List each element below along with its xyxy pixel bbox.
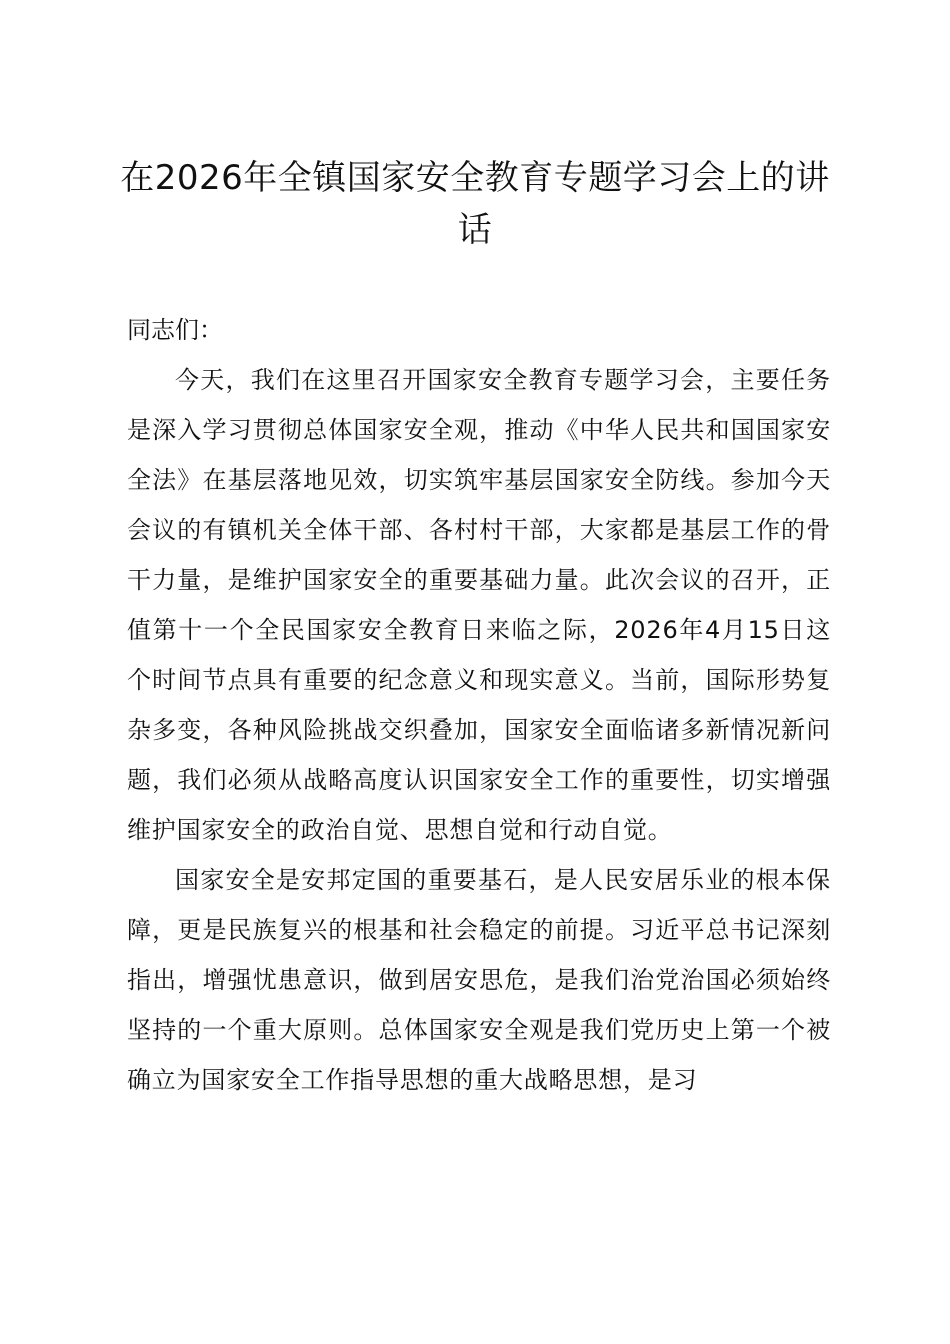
- paragraph-1: 今天，我们在这里召开国家安全教育专题学习会，主要任务是深入学习贯彻总体国家安全观，推动《中华人民共和国国家安全法》在基层落地见效，切实筑牢基层国家安全防线。参加今天会议的有镇机关全体干部、各村村干部，大家都是基层工作的骨干力量，是维护国家安全的重要基础力量。此次会议的召开，正值第十一个全民国家安全教育日来临之际，2026年4月15日这个时间节点具有重要的纪念意义和现实意义。当前，国际形势复杂多变，各种风险挑战交织叠加，国家安全面临诸多新情况新问题，我们必须从战略高度认识国家安全工作的重要性，切实增强维护国家安全的政治自觉、思想自觉和行动自觉。: [127, 366, 831, 844]
- salutation: 同志们：: [127, 316, 223, 344]
- document-title: 在2026年全镇国家安全教育专题学习会上的讲话: [120, 158, 830, 250]
- document-body: [127, 305, 831, 1105]
- paragraph-2: 国家安全是安邦定国的重要基石，是人民安居乐业的根本保障，更是民族复兴的根基和社会稳定的前提。习近平总书记深刻指出，增强忧患意识，做到居安思危，是我们治党治国必须始终坚持的一个重大原则。总体国家安全观是我们党历史上第一个被确立为国家安全工作指导思想的重大战略思想，是习: [127, 866, 831, 1094]
